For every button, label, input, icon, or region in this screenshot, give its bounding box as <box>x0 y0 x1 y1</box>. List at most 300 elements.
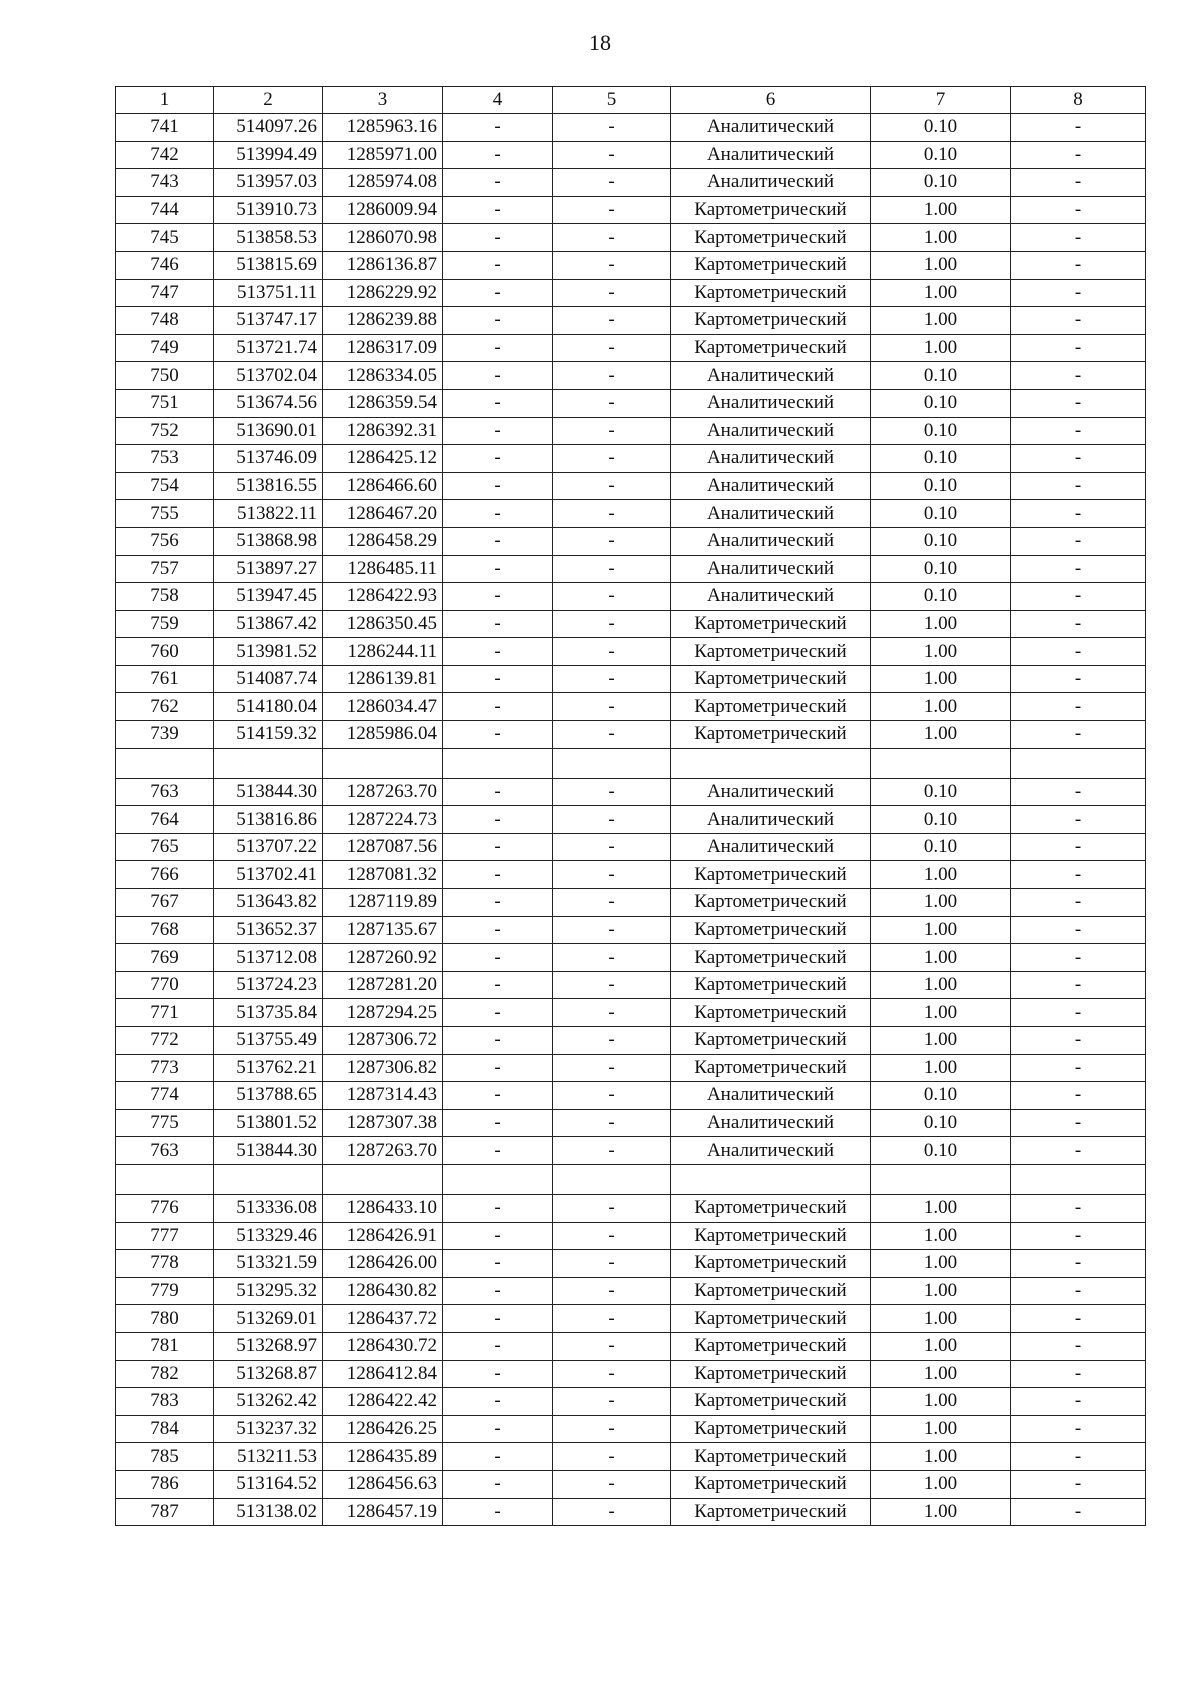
col-4-cell: - <box>443 1498 553 1526</box>
col-5-cell: - <box>553 1332 671 1360</box>
table-row <box>116 583 1146 611</box>
header-cell: 4 <box>443 87 553 114</box>
y-coordinate-cell: 1286422.93 <box>323 583 443 611</box>
x-coordinate-cell: 513211.53 <box>214 1443 323 1471</box>
col-5-cell: - <box>553 638 671 666</box>
table-row <box>116 307 1146 335</box>
method-cell: Аналитический <box>671 114 871 142</box>
method-cell: Картометрический <box>671 999 871 1027</box>
accuracy-cell: 1.00 <box>871 665 1011 693</box>
x-coordinate-cell: 513844.30 <box>214 778 323 806</box>
col-4-cell: - <box>443 1388 553 1416</box>
y-coordinate-cell: 1285971.00 <box>323 141 443 169</box>
col-4-cell: - <box>443 224 553 252</box>
col-4-cell: - <box>443 693 553 721</box>
col-4-cell: - <box>443 1027 553 1055</box>
y-coordinate-cell: 1285974.08 <box>323 169 443 197</box>
accuracy-cell: 0.10 <box>871 169 1011 197</box>
col-5-cell: - <box>553 1470 671 1498</box>
y-coordinate-cell: 1286317.09 <box>323 334 443 362</box>
col-8-cell: - <box>1011 1109 1146 1137</box>
point-number-cell: 742 <box>116 141 214 169</box>
col-8-cell: - <box>1011 114 1146 142</box>
method-cell: Аналитический <box>671 1082 871 1110</box>
col-4-cell: - <box>443 472 553 500</box>
y-coordinate-cell: 1286334.05 <box>323 362 443 390</box>
method-cell: Аналитический <box>671 833 871 861</box>
table-row <box>116 500 1146 528</box>
accuracy-cell <box>871 748 1011 778</box>
method-cell: Аналитический <box>671 141 871 169</box>
table-row <box>116 665 1146 693</box>
method-cell: Аналитический <box>671 1137 871 1165</box>
col-4-cell: - <box>443 114 553 142</box>
y-coordinate-cell: 1287260.92 <box>323 944 443 972</box>
x-coordinate-cell: 513690.01 <box>214 417 323 445</box>
col-4-cell: - <box>443 1415 553 1443</box>
col-4-cell: - <box>443 1305 553 1333</box>
point-number-cell: 781 <box>116 1332 214 1360</box>
x-coordinate-cell: 513707.22 <box>214 833 323 861</box>
accuracy-cell: 0.10 <box>871 389 1011 417</box>
y-coordinate-cell: 1286426.25 <box>323 1415 443 1443</box>
col-8-cell: - <box>1011 141 1146 169</box>
accuracy-cell: 0.10 <box>871 583 1011 611</box>
col-8-cell: - <box>1011 583 1146 611</box>
col-5-cell: - <box>553 1082 671 1110</box>
accuracy-cell: 1.00 <box>871 1250 1011 1278</box>
table-row <box>116 1415 1146 1443</box>
col-8-cell: - <box>1011 833 1146 861</box>
col-8-cell: - <box>1011 610 1146 638</box>
col-8-cell: - <box>1011 500 1146 528</box>
col-5-cell: - <box>553 1194 671 1222</box>
accuracy-cell: 1.00 <box>871 1498 1011 1526</box>
method-cell: Картометрический <box>671 1332 871 1360</box>
col-4-cell: - <box>443 916 553 944</box>
x-coordinate-cell: 513702.04 <box>214 362 323 390</box>
col-4-cell: - <box>443 806 553 834</box>
method-cell: Аналитический <box>671 778 871 806</box>
y-coordinate-cell: 1286466.60 <box>323 472 443 500</box>
header-cell: 1 <box>116 87 214 114</box>
x-coordinate-cell: 513138.02 <box>214 1498 323 1526</box>
col-4-cell: - <box>443 1222 553 1250</box>
y-coordinate-cell: 1286426.00 <box>323 1250 443 1278</box>
y-coordinate-cell: 1287263.70 <box>323 1137 443 1165</box>
method-cell: Картометрический <box>671 196 871 224</box>
accuracy-cell: 1.00 <box>871 307 1011 335</box>
col-5-cell: - <box>553 169 671 197</box>
table-row <box>116 196 1146 224</box>
col-4-cell: - <box>443 389 553 417</box>
point-number-cell: 774 <box>116 1082 214 1110</box>
accuracy-cell: 1.00 <box>871 1054 1011 1082</box>
accuracy-cell: 1.00 <box>871 693 1011 721</box>
x-coordinate-cell: 513329.46 <box>214 1222 323 1250</box>
x-coordinate-cell: 513822.11 <box>214 500 323 528</box>
accuracy-cell: 1.00 <box>871 610 1011 638</box>
y-coordinate-cell: 1287306.82 <box>323 1054 443 1082</box>
x-coordinate-cell: 513858.53 <box>214 224 323 252</box>
table-row <box>116 1443 1146 1471</box>
point-number-cell: 766 <box>116 861 214 889</box>
col-8-cell: - <box>1011 1415 1146 1443</box>
col-8-cell: - <box>1011 279 1146 307</box>
col-5-cell: - <box>553 334 671 362</box>
point-number-cell: 753 <box>116 445 214 473</box>
header-cell: 7 <box>871 87 1011 114</box>
point-number-cell: 764 <box>116 806 214 834</box>
col-8-cell: - <box>1011 638 1146 666</box>
x-coordinate-cell: 513747.17 <box>214 307 323 335</box>
col-4-cell: - <box>443 417 553 445</box>
col-4-cell: - <box>443 251 553 279</box>
x-coordinate-cell: 514097.26 <box>214 114 323 142</box>
method-cell: Картометрический <box>671 1305 871 1333</box>
x-coordinate-cell: 513643.82 <box>214 889 323 917</box>
point-number-cell: 743 <box>116 169 214 197</box>
col-5-cell: - <box>553 916 671 944</box>
point-number-cell: 744 <box>116 196 214 224</box>
col-4-cell: - <box>443 944 553 972</box>
table-row <box>116 141 1146 169</box>
table-row <box>116 638 1146 666</box>
col-5-cell: - <box>553 555 671 583</box>
method-cell: Картометрический <box>671 1277 871 1305</box>
col-4-cell: - <box>443 169 553 197</box>
col-4-cell: - <box>443 778 553 806</box>
header-cell: 8 <box>1011 87 1146 114</box>
method-cell: Картометрический <box>671 1470 871 1498</box>
table-row <box>116 889 1146 917</box>
accuracy-cell: 1.00 <box>871 1443 1011 1471</box>
table-row <box>116 445 1146 473</box>
accuracy-cell: 1.00 <box>871 334 1011 362</box>
col-4-cell: - <box>443 1082 553 1110</box>
x-coordinate-cell: 513295.32 <box>214 1277 323 1305</box>
table-row <box>116 389 1146 417</box>
accuracy-cell: 1.00 <box>871 196 1011 224</box>
col-4-cell: - <box>443 1443 553 1471</box>
method-cell <box>671 1164 871 1194</box>
col-4-cell: - <box>443 334 553 362</box>
accuracy-cell: 1.00 <box>871 1305 1011 1333</box>
y-coordinate-cell: 1287135.67 <box>323 916 443 944</box>
point-number-cell: 748 <box>116 307 214 335</box>
x-coordinate-cell: 513957.03 <box>214 169 323 197</box>
accuracy-cell: 1.00 <box>871 224 1011 252</box>
col-4-cell: - <box>443 500 553 528</box>
col-5-cell: - <box>553 472 671 500</box>
col-5-cell: - <box>553 500 671 528</box>
y-coordinate-cell: 1286425.12 <box>323 445 443 473</box>
x-coordinate-cell: 513269.01 <box>214 1305 323 1333</box>
point-number-cell: 775 <box>116 1109 214 1137</box>
point-number-cell: 778 <box>116 1250 214 1278</box>
header-cell: 2 <box>214 87 323 114</box>
table-row <box>116 1250 1146 1278</box>
accuracy-cell: 1.00 <box>871 999 1011 1027</box>
method-cell: Аналитический <box>671 806 871 834</box>
accuracy-cell: 0.10 <box>871 527 1011 555</box>
y-coordinate-cell: 1287281.20 <box>323 971 443 999</box>
table-row <box>116 916 1146 944</box>
x-coordinate-cell: 513815.69 <box>214 251 323 279</box>
point-number-cell: 770 <box>116 971 214 999</box>
col-4-cell: - <box>443 1194 553 1222</box>
table-row <box>116 1194 1146 1222</box>
method-cell: Картометрический <box>671 1250 871 1278</box>
accuracy-cell: 1.00 <box>871 916 1011 944</box>
col-8-cell: - <box>1011 1277 1146 1305</box>
x-coordinate-cell: 513321.59 <box>214 1250 323 1278</box>
accuracy-cell: 0.10 <box>871 1137 1011 1165</box>
accuracy-cell: 1.00 <box>871 251 1011 279</box>
col-4-cell: - <box>443 610 553 638</box>
col-5-cell: - <box>553 527 671 555</box>
accuracy-cell: 1.00 <box>871 279 1011 307</box>
col-4-cell: - <box>443 861 553 889</box>
accuracy-cell: 1.00 <box>871 944 1011 972</box>
x-coordinate-cell: 513674.56 <box>214 389 323 417</box>
col-5-cell: - <box>553 999 671 1027</box>
x-coordinate-cell: 513712.08 <box>214 944 323 972</box>
table-row <box>116 1137 1146 1165</box>
method-cell: Картометрический <box>671 1194 871 1222</box>
point-number-cell: 745 <box>116 224 214 252</box>
method-cell: Аналитический <box>671 445 871 473</box>
point-number-cell: 763 <box>116 1137 214 1165</box>
x-coordinate-cell: 514087.74 <box>214 665 323 693</box>
method-cell: Картометрический <box>671 307 871 335</box>
x-coordinate-cell: 513724.23 <box>214 971 323 999</box>
col-4-cell: - <box>443 665 553 693</box>
x-coordinate-cell: 513735.84 <box>214 999 323 1027</box>
col-8-cell: - <box>1011 1332 1146 1360</box>
y-coordinate-cell: 1286009.94 <box>323 196 443 224</box>
col-8-cell <box>1011 1164 1146 1194</box>
y-coordinate-cell: 1287314.43 <box>323 1082 443 1110</box>
y-coordinate-cell: 1286239.88 <box>323 307 443 335</box>
col-5-cell: - <box>553 889 671 917</box>
method-cell: Картометрический <box>671 1027 871 1055</box>
table-row <box>116 1109 1146 1137</box>
col-8-cell: - <box>1011 693 1146 721</box>
col-5-cell: - <box>553 583 671 611</box>
accuracy-cell: 0.10 <box>871 472 1011 500</box>
method-cell: Аналитический <box>671 362 871 390</box>
table-row <box>116 1388 1146 1416</box>
x-coordinate-cell: 513702.41 <box>214 861 323 889</box>
col-8-cell: - <box>1011 1388 1146 1416</box>
method-cell: Картометрический <box>671 1498 871 1526</box>
table-row <box>116 1470 1146 1498</box>
accuracy-cell: 1.00 <box>871 1332 1011 1360</box>
col-4-cell: - <box>443 555 553 583</box>
x-coordinate-cell: 513652.37 <box>214 916 323 944</box>
col-5-cell <box>553 1164 671 1194</box>
col-8-cell: - <box>1011 251 1146 279</box>
table-row <box>116 999 1146 1027</box>
method-cell: Аналитический <box>671 500 871 528</box>
col-4-cell: - <box>443 362 553 390</box>
col-8-cell: - <box>1011 916 1146 944</box>
point-number-cell: 761 <box>116 665 214 693</box>
col-8-cell: - <box>1011 1027 1146 1055</box>
method-cell: Картометрический <box>671 1388 871 1416</box>
y-coordinate-cell: 1286456.63 <box>323 1470 443 1498</box>
table-row <box>116 417 1146 445</box>
point-number-cell: 765 <box>116 833 214 861</box>
accuracy-cell: 1.00 <box>871 721 1011 749</box>
x-coordinate-cell: 513751.11 <box>214 279 323 307</box>
point-number-cell: 780 <box>116 1305 214 1333</box>
col-5-cell: - <box>553 114 671 142</box>
method-cell: Аналитический <box>671 555 871 583</box>
col-5-cell: - <box>553 971 671 999</box>
col-4-cell: - <box>443 141 553 169</box>
method-cell: Картометрический <box>671 944 871 972</box>
accuracy-cell: 0.10 <box>871 445 1011 473</box>
header-cell: 6 <box>671 87 871 114</box>
x-coordinate-cell <box>214 1164 323 1194</box>
y-coordinate-cell: 1287263.70 <box>323 778 443 806</box>
col-8-cell: - <box>1011 417 1146 445</box>
col-5-cell: - <box>553 833 671 861</box>
col-8-cell: - <box>1011 999 1146 1027</box>
col-8-cell: - <box>1011 445 1146 473</box>
accuracy-cell: 1.00 <box>871 971 1011 999</box>
method-cell: Картометрический <box>671 693 871 721</box>
accuracy-cell <box>871 1164 1011 1194</box>
col-4-cell: - <box>443 721 553 749</box>
col-5-cell: - <box>553 362 671 390</box>
table-row <box>116 279 1146 307</box>
col-5-cell: - <box>553 1054 671 1082</box>
col-8-cell: - <box>1011 665 1146 693</box>
col-4-cell <box>443 1164 553 1194</box>
method-cell: Картометрический <box>671 916 871 944</box>
col-5-cell: - <box>553 141 671 169</box>
accuracy-cell: 1.00 <box>871 638 1011 666</box>
point-number-cell: 762 <box>116 693 214 721</box>
header-cell: 5 <box>553 87 671 114</box>
col-4-cell: - <box>443 527 553 555</box>
point-number-cell: 769 <box>116 944 214 972</box>
col-5-cell: - <box>553 1305 671 1333</box>
table-row <box>116 1277 1146 1305</box>
accuracy-cell: 1.00 <box>871 1222 1011 1250</box>
col-4-cell: - <box>443 1277 553 1305</box>
method-cell <box>671 748 871 778</box>
point-number-cell: 751 <box>116 389 214 417</box>
col-5-cell: - <box>553 665 671 693</box>
y-coordinate-cell: 1287081.32 <box>323 861 443 889</box>
col-4-cell: - <box>443 833 553 861</box>
table-row <box>116 1305 1146 1333</box>
col-8-cell: - <box>1011 472 1146 500</box>
y-coordinate-cell: 1285986.04 <box>323 721 443 749</box>
col-8-cell: - <box>1011 1222 1146 1250</box>
y-coordinate-cell: 1287307.38 <box>323 1109 443 1137</box>
x-coordinate-cell: 513981.52 <box>214 638 323 666</box>
method-cell: Картометрический <box>671 610 871 638</box>
y-coordinate-cell: 1286229.92 <box>323 279 443 307</box>
point-number-cell: 767 <box>116 889 214 917</box>
col-5-cell: - <box>553 224 671 252</box>
col-5-cell: - <box>553 1277 671 1305</box>
col-8-cell: - <box>1011 224 1146 252</box>
col-8-cell: - <box>1011 971 1146 999</box>
accuracy-cell: 0.10 <box>871 141 1011 169</box>
table-row <box>116 1222 1146 1250</box>
col-5-cell: - <box>553 445 671 473</box>
point-number-cell: 759 <box>116 610 214 638</box>
table-row <box>116 251 1146 279</box>
x-coordinate-cell: 513816.55 <box>214 472 323 500</box>
point-number-cell: 755 <box>116 500 214 528</box>
x-coordinate-cell <box>214 748 323 778</box>
point-number-cell <box>116 1164 214 1194</box>
col-8-cell: - <box>1011 1360 1146 1388</box>
table-row <box>116 861 1146 889</box>
point-number-cell: 768 <box>116 916 214 944</box>
point-number-cell: 779 <box>116 1277 214 1305</box>
y-coordinate-cell: 1286244.11 <box>323 638 443 666</box>
table-row <box>116 721 1146 749</box>
col-4-cell: - <box>443 1470 553 1498</box>
x-coordinate-cell: 513947.45 <box>214 583 323 611</box>
point-number-cell: 758 <box>116 583 214 611</box>
col-4-cell: - <box>443 971 553 999</box>
col-4-cell: - <box>443 583 553 611</box>
point-number-cell: 754 <box>116 472 214 500</box>
point-number-cell: 783 <box>116 1388 214 1416</box>
y-coordinate-cell: 1286412.84 <box>323 1360 443 1388</box>
col-5-cell: - <box>553 1109 671 1137</box>
table-row <box>116 944 1146 972</box>
x-coordinate-cell: 513897.27 <box>214 555 323 583</box>
method-cell: Картометрический <box>671 971 871 999</box>
col-5-cell: - <box>553 1222 671 1250</box>
col-5-cell: - <box>553 251 671 279</box>
col-4-cell: - <box>443 999 553 1027</box>
y-coordinate-cell: 1287119.89 <box>323 889 443 917</box>
accuracy-cell: 0.10 <box>871 362 1011 390</box>
col-8-cell: - <box>1011 944 1146 972</box>
x-coordinate-cell: 513844.30 <box>214 1137 323 1165</box>
table-row <box>116 362 1146 390</box>
col-5-cell: - <box>553 1415 671 1443</box>
col-8-cell: - <box>1011 196 1146 224</box>
y-coordinate-cell: 1286430.72 <box>323 1332 443 1360</box>
y-coordinate-cell: 1287306.72 <box>323 1027 443 1055</box>
x-coordinate-cell: 513816.86 <box>214 806 323 834</box>
point-number-cell: 786 <box>116 1470 214 1498</box>
col-8-cell: - <box>1011 527 1146 555</box>
y-coordinate-cell: 1286437.72 <box>323 1305 443 1333</box>
point-number-cell: 760 <box>116 638 214 666</box>
method-cell: Картометрический <box>671 721 871 749</box>
col-8-cell: - <box>1011 362 1146 390</box>
point-number-cell: 747 <box>116 279 214 307</box>
col-5-cell: - <box>553 1443 671 1471</box>
point-number-cell: 750 <box>116 362 214 390</box>
table-row <box>116 1082 1146 1110</box>
x-coordinate-cell: 513867.42 <box>214 610 323 638</box>
header-cell: 3 <box>323 87 443 114</box>
